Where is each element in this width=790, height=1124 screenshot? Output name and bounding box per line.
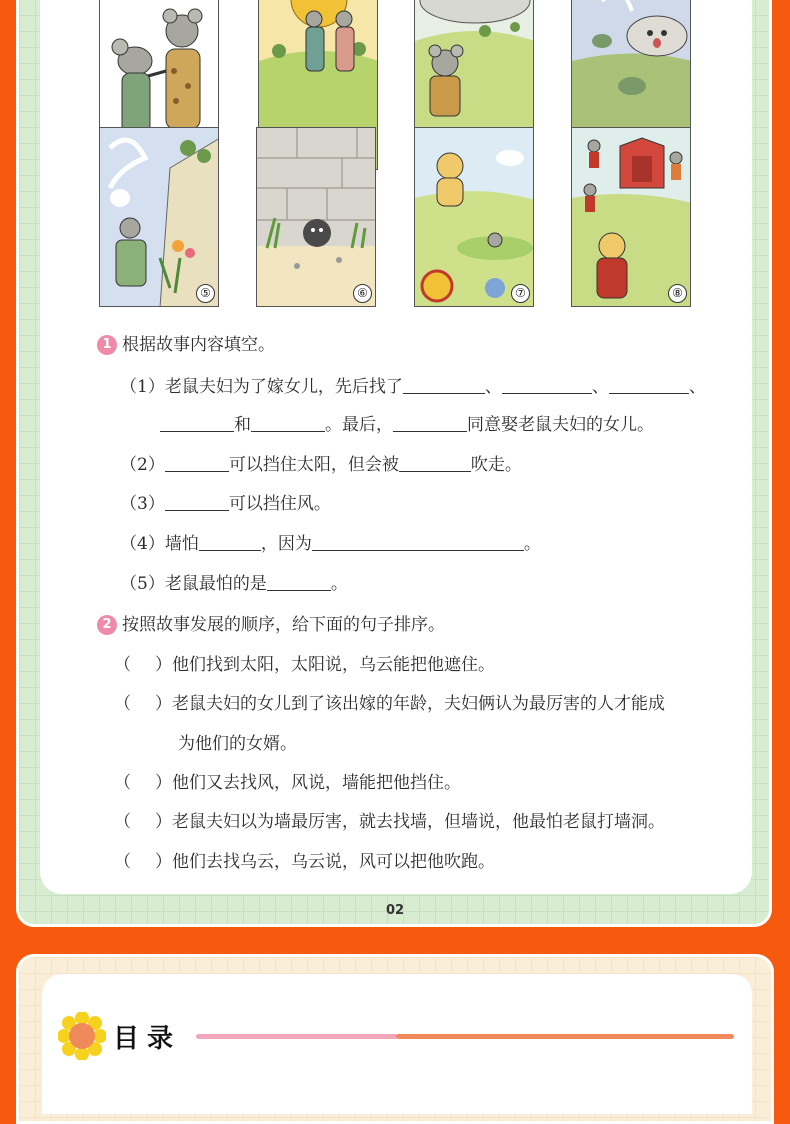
q1-item-1-cont bbox=[160, 410, 654, 435]
title-underline-pink bbox=[196, 1034, 398, 1039]
separator: 、 bbox=[688, 377, 706, 397]
q2-item-4 bbox=[114, 807, 665, 832]
q1-text: 可以挡住太阳，但会被 bbox=[228, 455, 399, 475]
q1-text: 同意娶老鼠夫妇的女儿。 bbox=[467, 415, 654, 435]
q1-text: 和 bbox=[234, 415, 251, 435]
question-1-badge: 1 bbox=[97, 335, 117, 355]
q1-text: 吹走。 bbox=[470, 455, 522, 475]
q1-text: （4）墙怕 bbox=[120, 534, 199, 554]
answer-blank[interactable] bbox=[251, 417, 325, 432]
q2-sentence: 他们找到太阳，太阳说，乌云能把他遮住。 bbox=[172, 655, 495, 675]
question-1-heading bbox=[97, 330, 275, 355]
question-2-title: 按照故事发展的顺序，给下面的句子排序。 bbox=[122, 615, 445, 635]
order-bracket: （ bbox=[114, 694, 131, 714]
comic-panel-7 bbox=[414, 127, 534, 307]
comic-panel-6 bbox=[256, 127, 376, 307]
q2-item-5 bbox=[114, 847, 495, 872]
order-bracket: （ bbox=[114, 852, 131, 872]
title-underline-orange bbox=[396, 1034, 734, 1039]
answer-blank[interactable] bbox=[393, 417, 467, 432]
toc-title: 目录 bbox=[113, 1024, 182, 1054]
order-bracket: ） bbox=[155, 773, 172, 793]
answer-blank[interactable] bbox=[267, 576, 331, 591]
q1-text: ，因为 bbox=[260, 534, 312, 554]
panel-number: ⑤ bbox=[196, 284, 215, 303]
answer-blank[interactable] bbox=[165, 496, 229, 511]
answer-blank[interactable] bbox=[399, 457, 471, 472]
q1-text: （5）老鼠最怕的是 bbox=[120, 574, 267, 594]
answer-blank[interactable] bbox=[199, 536, 261, 551]
order-bracket: （ bbox=[114, 773, 131, 793]
q2-sentence: 老鼠夫妇的女儿到了该出嫁的年龄，夫妇俩认为最厉害的人才能成 bbox=[172, 694, 665, 714]
answer-blank[interactable] bbox=[312, 536, 524, 551]
comic-panel-8 bbox=[571, 127, 691, 307]
q1-text: 可以挡住风。 bbox=[228, 494, 331, 514]
q1-item-4 bbox=[120, 529, 541, 554]
panel-number: ⑥ bbox=[353, 284, 372, 303]
q2-item-2 bbox=[114, 689, 665, 714]
q2-sentence: 他们去找乌云，乌云说，风可以把他吹跑。 bbox=[172, 852, 495, 872]
panel-number: ⑦ bbox=[511, 284, 530, 303]
q2-item-3 bbox=[114, 768, 461, 793]
q1-item-5 bbox=[120, 569, 348, 594]
q1-text: 。最后， bbox=[325, 415, 393, 435]
flower-icon bbox=[58, 1012, 106, 1060]
separator: 、 bbox=[484, 377, 502, 397]
answer-blank[interactable] bbox=[403, 379, 485, 394]
answer-blank[interactable] bbox=[160, 417, 234, 432]
q2-sentence: 老鼠夫妇以为墙最厉害，就去找墙，但墙说，他最怕老鼠打墙洞。 bbox=[172, 812, 665, 832]
page-number: 02 bbox=[386, 903, 405, 918]
q1-item-1-text: （1）老鼠夫妇为了嫁女儿，先后找了 bbox=[120, 377, 403, 397]
q2-item-2-cont: 为他们的女婿。 bbox=[178, 734, 297, 754]
panel-number: ⑧ bbox=[668, 284, 687, 303]
q1-item-3 bbox=[120, 489, 331, 514]
order-bracket: ） bbox=[155, 852, 172, 872]
q2-item-1 bbox=[114, 650, 495, 675]
answer-blank[interactable] bbox=[502, 379, 592, 394]
answer-blank[interactable] bbox=[165, 457, 229, 472]
question-1-title: 根据故事内容填空。 bbox=[122, 335, 275, 355]
separator: 、 bbox=[591, 377, 609, 397]
order-bracket: ） bbox=[155, 655, 172, 675]
q1-text: （3） bbox=[120, 494, 165, 514]
q1-item-1 bbox=[120, 372, 706, 397]
q2-sentence: 他们又去找风，风说，墙能把他挡住。 bbox=[172, 773, 461, 793]
order-bracket: （ bbox=[114, 655, 131, 675]
answer-blank[interactable] bbox=[609, 379, 689, 394]
q1-text: 。 bbox=[523, 534, 541, 554]
order-bracket: ） bbox=[155, 812, 172, 832]
q1-text: 。 bbox=[330, 574, 348, 594]
q1-item-2 bbox=[120, 450, 522, 475]
question-2-heading bbox=[97, 610, 445, 635]
q1-text: （2） bbox=[120, 455, 165, 475]
comic-panel-5 bbox=[99, 127, 219, 307]
question-2-badge: 2 bbox=[97, 615, 117, 635]
order-bracket: ） bbox=[155, 694, 172, 714]
order-bracket: （ bbox=[114, 812, 131, 832]
